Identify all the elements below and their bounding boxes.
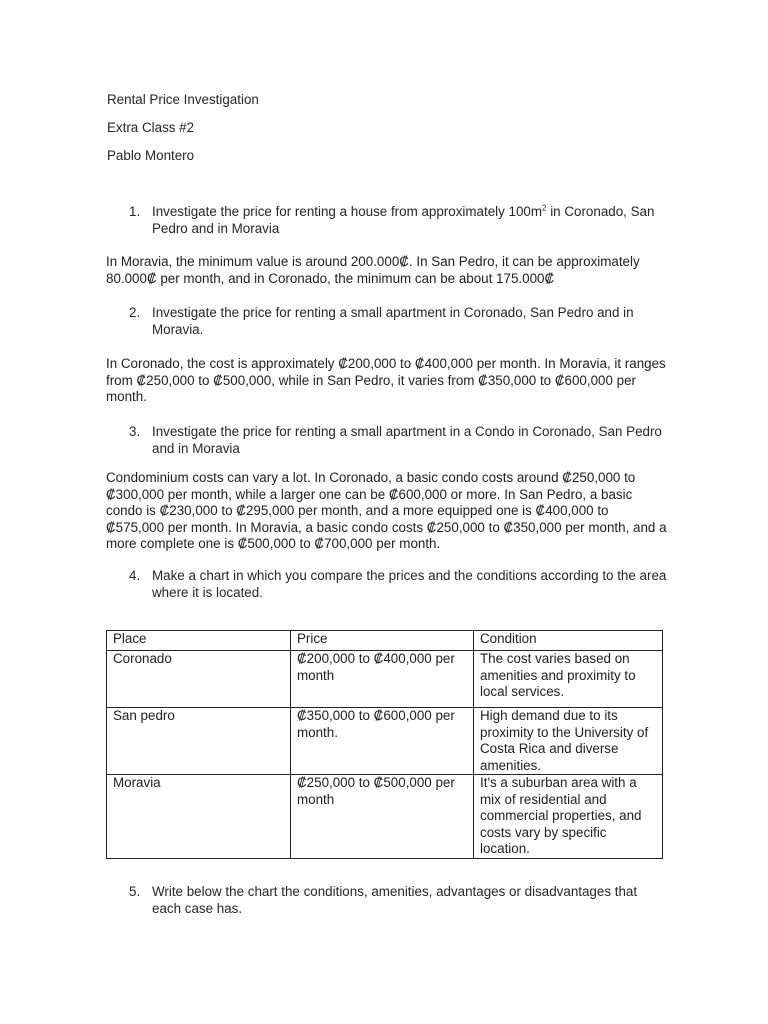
superscript: 2 [542, 203, 547, 213]
question-text: Investigate the price for renting a small apartment in Coronado, San Pedro and in Moravia. [152, 305, 634, 337]
question-text: Write below the chart the conditions, amenities, advantages or disadvantages that each case has. [152, 884, 638, 916]
question-text: Investigate the price for renting a small apartment in a Condo in Coronado, San Pedro and in Moravia [152, 424, 662, 456]
table-row [107, 651, 663, 708]
question-1 [129, 204, 669, 237]
table-cell: High demand due to its proximity to the University of Costa Rica and diverse amenities. [474, 708, 663, 775]
question-5 [129, 884, 669, 917]
question-text: Make a chart in which you compare the prices and the conditions according to the area where it is located. [152, 568, 667, 600]
table-cell: ₡250,000 to ₡500,000 per month [291, 775, 474, 859]
table-cell: The cost varies based on amenities and proximity to local services. [474, 651, 663, 708]
answer-2: In Coronado, the cost is approximately ₡200,000 to ₡400,000 per month. In Moravia, it ranges from ₡250,000 to ₡500,000, while in San Pedro, it varies from ₡350,000 to ₡600,000 per month. [106, 356, 666, 404]
question-number: 2. [129, 305, 141, 320]
question-4 [129, 568, 669, 601]
table-row [107, 708, 663, 775]
document-title: Rental Price Investigation [107, 92, 259, 107]
question-text: Investigate the price for renting a house from approximately $100m^2$ in Coronado, San Pedro and in Moravia [152, 203, 655, 236]
question-2 [129, 305, 669, 338]
table-cell: Moravia [107, 775, 291, 859]
table-cell: San pedro [107, 708, 291, 775]
question-number: 4. [129, 568, 141, 583]
table-cell: It's a suburban area with a mix of residential and commercial properties, and costs vary by specific location. [474, 775, 663, 859]
question-number: 1. [129, 204, 141, 219]
table-header-cell: Price [291, 631, 474, 651]
table-header-row [107, 631, 663, 651]
table-cell: ₡350,000 to ₡600,000 per month. [291, 708, 474, 775]
author-name: Pablo Montero [107, 148, 195, 163]
table-row [107, 775, 663, 859]
answer-3: Condominium costs can vary a lot. In Coronado, a basic condo costs around ₡250,000 to ₡300,000 per month, while a larger one can be ₡600,000 or more. In San Pedro, a basic condo is ₡230,000 to ₡295,000 per month, and a more equipped one is ₡400,000 to ₡575,000 per month. In Moravia, a basic condo costs ₡250,000 to ₡350,000 per month, and a more complete one is ₡500,000 to ₡700,000 per month. [106, 470, 667, 551]
table-cell: Coronado [107, 651, 291, 708]
class-label: Extra Class #2 [107, 120, 195, 135]
table-header-cell: Condition [474, 631, 663, 651]
question-number: 3. [129, 424, 141, 439]
question-number: 5. [129, 884, 141, 899]
comparison-table [106, 630, 663, 859]
answer-1: In Moravia, the minimum value is around 200.000₡. In San Pedro, it can be approximately 80.000₡ per month, and in Coronado, the minimum can be about 175.000₡ [106, 254, 640, 286]
table-cell: ₡200,000 to ₡400,000 per month [291, 651, 474, 708]
question-3 [129, 424, 669, 457]
table-header-cell: Place [107, 631, 291, 651]
